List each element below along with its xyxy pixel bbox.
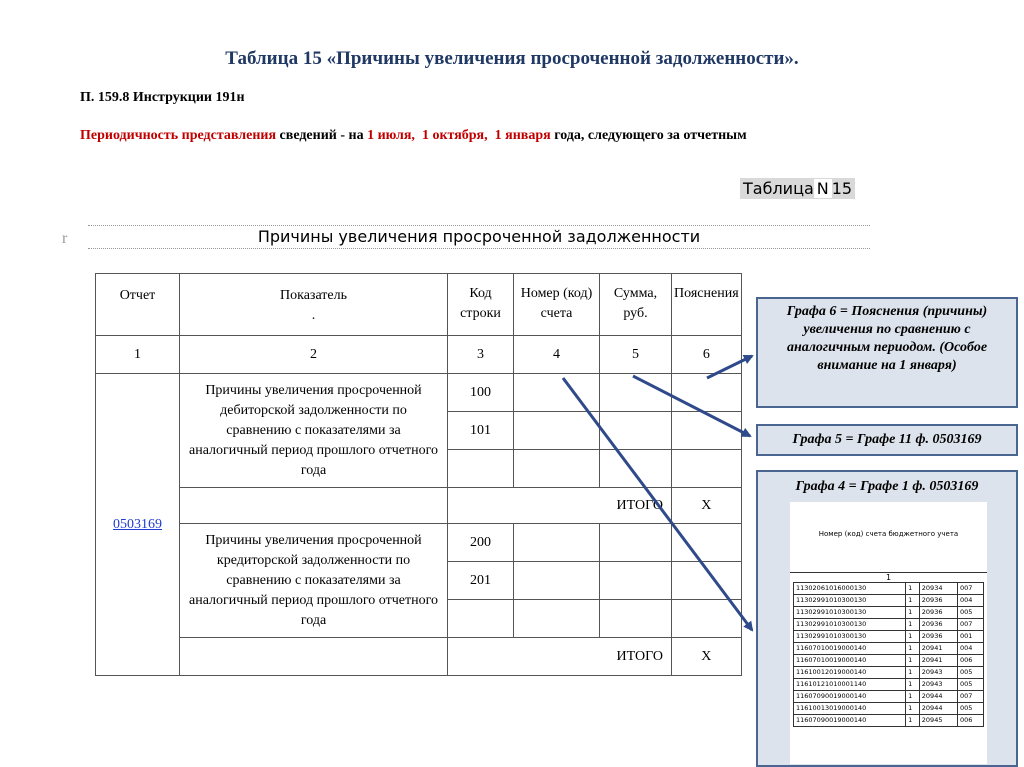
- sheet-cell: 006: [958, 715, 984, 727]
- arrow-col6-to-callout6: [707, 356, 752, 378]
- sheet-cell: 001: [958, 631, 984, 643]
- sheet-cell: 20941: [919, 643, 957, 655]
- callout-column-5: Графа 5 = Графе 11 ф. 0503169: [756, 424, 1018, 456]
- callout-column-6: Графа 6 = Пояснения (причины) увеличения по сравнению с аналогичным периодом. (Особое внимание на 1 января): [756, 297, 1018, 408]
- periodicity-prefix: Периодичность представления: [80, 128, 277, 143]
- arrow-col5-to-callout5: [633, 376, 750, 436]
- sheet-cell: 11610013019000140: [794, 703, 906, 715]
- table-n: N: [814, 179, 832, 198]
- sheet-cell: 20936: [919, 619, 957, 631]
- sheet-cell: 007: [958, 691, 984, 703]
- header-sum: Сумма, руб.: [600, 274, 672, 336]
- sheet-cell: 1: [906, 619, 920, 631]
- col-num-1: 1: [96, 336, 180, 374]
- sheet-cell: 1: [906, 691, 920, 703]
- sheet-cell: 20941: [919, 655, 957, 667]
- sheet-cell: 005: [958, 679, 984, 691]
- sheet-cell: 20944: [919, 691, 957, 703]
- col-num-6: 6: [672, 336, 742, 374]
- sheet-cell: 1: [906, 595, 920, 607]
- sheet-cell: 1: [906, 583, 920, 595]
- sheet-cell: 007: [958, 583, 984, 595]
- header-explanation: Пояснения: [672, 274, 742, 336]
- sheet-cell: 11302991010300130: [794, 619, 906, 631]
- table-heading: Причины увеличения просроченной задолженности: [257, 227, 701, 246]
- sheet-cell: 004: [958, 595, 984, 607]
- code-cell: 101: [448, 412, 514, 450]
- sheet-cell: 11610012019000140: [794, 667, 906, 679]
- sheet-cell: 11302991010300130: [794, 595, 906, 607]
- table-num: 15: [831, 179, 853, 198]
- page-title: Таблица 15 «Причины увеличения просроченной задолженности».: [225, 48, 799, 69]
- date-october: 1 октября,: [421, 128, 488, 143]
- sheet-cell: 1: [906, 679, 920, 691]
- instruction-reference: П. 159.8 Инструкции 191н: [80, 90, 245, 105]
- header-dot: .: [311, 308, 316, 323]
- total-mark: X: [672, 488, 742, 524]
- sheet-cell: 006: [958, 655, 984, 667]
- sheet-header: Номер (код) счета бюджетного учета: [818, 530, 959, 538]
- table-word: Таблица: [743, 179, 814, 198]
- report-link-0503169[interactable]: 0503169: [113, 516, 162, 532]
- total-mark: X: [672, 638, 742, 676]
- sheet-column-number: 1: [790, 572, 987, 582]
- sheet-cell: 11607090019000140: [794, 691, 906, 703]
- sheet-cell: 1: [906, 703, 920, 715]
- periodicity-mid: сведений - на: [276, 128, 368, 143]
- date-january: 1 января: [494, 128, 551, 143]
- sheet-cell: 20944: [919, 703, 957, 715]
- sheet-cell: 20934: [919, 583, 957, 595]
- sheet-cell: 005: [958, 703, 984, 715]
- header-indicator-text: Показатель: [280, 288, 347, 303]
- sheet-cell: 005: [958, 607, 984, 619]
- indicator-receivables: Причины увеличения просроченной дебиторской задолженности по сравнению с показателями за аналогичный период прошлого отчетного года: [180, 374, 448, 488]
- arrow-col4-to-callout4: [563, 378, 752, 630]
- sheet-cell: 1: [906, 715, 920, 727]
- sheet-cell: 007: [958, 619, 984, 631]
- sheet-cell: 11302991010300130: [794, 607, 906, 619]
- sheet-cell: 20936: [919, 631, 957, 643]
- sheet-cell: 1: [906, 607, 920, 619]
- sheet-cell: 005: [958, 667, 984, 679]
- sheet-cell: 20943: [919, 667, 957, 679]
- corner-mark: r: [62, 230, 68, 247]
- total-label: ИТОГО: [448, 488, 672, 524]
- date-july: 1 июля,: [367, 128, 415, 143]
- sheet-cell: 1: [906, 667, 920, 679]
- header-report: Отчет: [96, 274, 180, 336]
- sheet-cell: 20936: [919, 607, 957, 619]
- code-cell: 201: [448, 562, 514, 600]
- sheet-cell: 20936: [919, 595, 957, 607]
- sheet-cell: 11610121010001140: [794, 679, 906, 691]
- col-num-4: 4: [514, 336, 600, 374]
- sheet-cell: 20945: [919, 715, 957, 727]
- periodicity-suffix: года, следующего за отчетным: [550, 128, 747, 143]
- callout-column-4-title: Графа 4 = Графе 1 ф. 0503169: [795, 479, 979, 494]
- sheet-cell: 11302061016000130: [794, 583, 906, 595]
- sheet-cell: 11607010019000140: [794, 655, 906, 667]
- sheet-cell: 11607010019000140: [794, 643, 906, 655]
- total-label: ИТОГО: [448, 638, 672, 676]
- col-num-2: 2: [180, 336, 448, 374]
- col-num-3: 3: [448, 336, 514, 374]
- indicator-payables: Причины увеличения просроченной кредиторской задолженности по сравнению с показателями за аналогичный период прошлого отчетного года: [180, 524, 448, 638]
- header-code: Код строки: [448, 274, 514, 336]
- col-num-5: 5: [600, 336, 672, 374]
- sheet-cell: 11302991010300130: [794, 631, 906, 643]
- code-cell: 100: [448, 374, 514, 412]
- header-account: Номер (код) счета: [514, 274, 600, 336]
- sheet-cell: 1: [906, 631, 920, 643]
- sheet-cell: 1: [906, 643, 920, 655]
- code-cell: 200: [448, 524, 514, 562]
- sheet-cell: 11607090019000140: [794, 715, 906, 727]
- sheet-cell: 20943: [919, 679, 957, 691]
- sheet-cell: 004: [958, 643, 984, 655]
- sheet-cell: 1: [906, 655, 920, 667]
